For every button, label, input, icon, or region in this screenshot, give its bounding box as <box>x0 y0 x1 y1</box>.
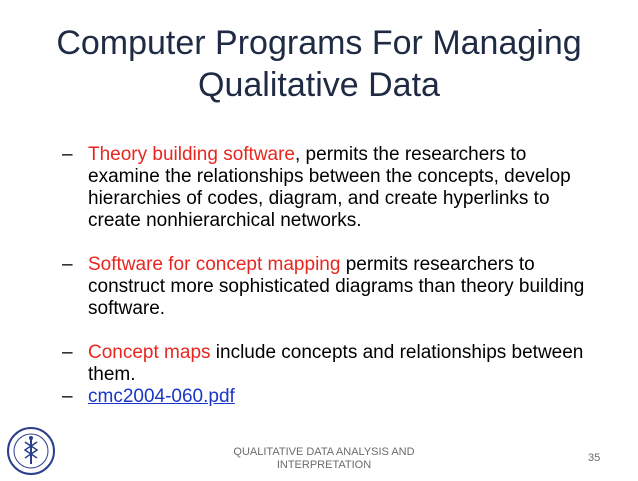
bullet-list <box>62 144 602 408</box>
bullet-text: include concepts and relationships between them. <box>88 342 584 385</box>
slide-title <box>20 22 618 106</box>
bullet-text: , permits the researchers to examine the relationships between the concepts, develop hierarchies of codes, diagram, and create hyperlinks to create nonhierarchical networks. <box>88 144 571 231</box>
footer-text: QUALITATIVE DATA ANALYSIS AND INTERPRETATION <box>233 446 415 471</box>
bullet-item <box>62 254 602 320</box>
bullet-dash: – <box>62 254 73 275</box>
bullet-highlight: Concept maps <box>88 342 211 363</box>
pdf-link[interactable]: cmc2004-060.pdf <box>88 386 235 407</box>
bullet-dash: – <box>62 144 73 165</box>
title-line-2: Qualitative Data <box>198 66 440 104</box>
bullet-item <box>62 342 602 386</box>
bullet-dash: – <box>62 386 73 407</box>
bullet-highlight: Theory building software <box>88 144 295 165</box>
page-number: 35 <box>588 452 601 464</box>
bullet-text: permits researchers to construct more sophisticated diagrams than theory building software. <box>88 254 585 319</box>
bullet-dash: – <box>62 342 73 363</box>
bullet-item <box>62 386 602 408</box>
institute-seal-icon <box>6 426 56 476</box>
bullet-highlight: Software for concept mapping <box>88 254 341 275</box>
title-line-1: Computer Programs For Managing <box>56 24 582 62</box>
bullet-item <box>62 144 602 232</box>
